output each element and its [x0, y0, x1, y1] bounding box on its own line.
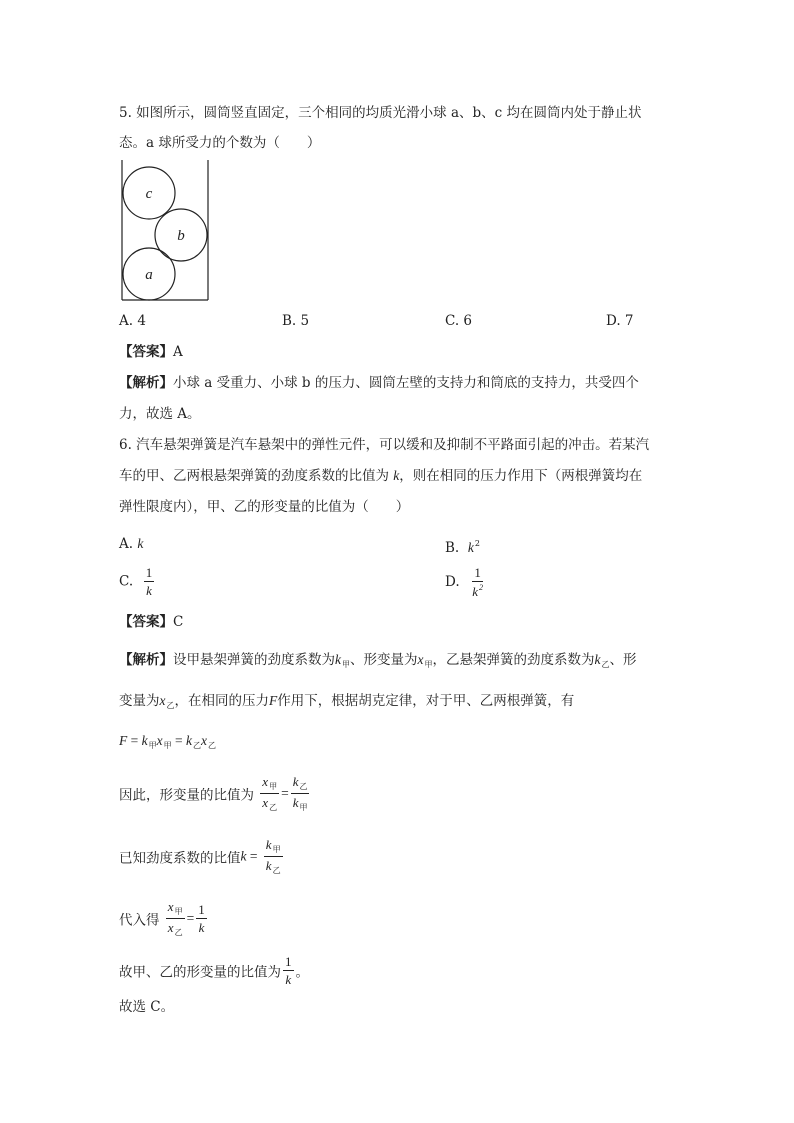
- conclusion: 故甲、乙的形变量的比值为 $\frac{1}{k}$ 。: [119, 954, 309, 987]
- var-k: k: [594, 652, 601, 667]
- analysis-text: ，乙悬架弹簧的劲度系数为: [432, 652, 595, 668]
- q6-option-c: [119, 566, 156, 597]
- q5-stem-line1: 5. 如图所示，圆筒竖直固定，三个相同的均质光滑小球 a、b、c 均在圆筒内处于静止状: [119, 105, 642, 121]
- analysis-text: 作用下，根据胡克定律，对于甲、乙两根弹簧，有: [277, 693, 575, 709]
- option-value: k: [137, 536, 144, 551]
- q6-option-b: [445, 535, 480, 557]
- sub-jia: 甲: [342, 660, 350, 669]
- option-label: A.: [119, 536, 134, 552]
- analysis-text: 、形: [609, 652, 637, 668]
- q5-analysis-line2: 力，故选 A。: [119, 406, 201, 422]
- q6-stem-line1: 6. 汽车悬架弹簧是汽车悬架中的弹性元件，可以缓和及抑制不平路面引起的冲击。若某汽: [119, 437, 650, 453]
- q5-stem-line2: 态。a 球所受力的个数为（ ）: [119, 135, 321, 151]
- option-label: B.: [445, 540, 460, 556]
- analysis-tag: 【解析】: [119, 652, 173, 668]
- analysis-tag: 【解析】: [119, 375, 173, 391]
- ball-a-label: a: [145, 267, 153, 283]
- var-x: x: [159, 693, 166, 708]
- q6-option-a: [119, 535, 143, 553]
- option-value: k: [467, 540, 474, 555]
- q6-analysis-line2: [119, 692, 574, 715]
- q6-option-d: [445, 566, 487, 598]
- q6-stem-line2: [119, 467, 642, 485]
- analysis-text: ，在相同的压力: [174, 693, 269, 709]
- option-fraction: $\frac{1}{k^2}$: [472, 565, 484, 599]
- analysis-text: 代入得: [119, 912, 160, 929]
- analysis-text: 故甲、乙的形变量的比值为: [119, 964, 281, 981]
- q6-stem-text: 车的甲、乙两根悬架弹簧的劲度系数的比值为: [119, 468, 394, 484]
- q6-stem-text: ，则在相同的压力作用下（两根弹簧均在: [399, 468, 643, 484]
- analysis-text: 因此，形变量的比值为: [119, 787, 254, 804]
- answer-tag: 【答案】: [119, 344, 173, 360]
- q5-option-b: B. 5: [282, 313, 310, 329]
- sub-yi: 乙: [601, 660, 610, 669]
- q5-option-a: A. 4: [119, 313, 146, 329]
- q5-option-d: D. 7: [606, 313, 634, 329]
- q5-option-c: C. 6: [445, 313, 473, 329]
- answer-value: C: [173, 614, 184, 630]
- q6-stem-line3: 弹性限度内），甲、乙的形变量的比值为（ ）: [119, 499, 410, 515]
- q6-analysis-line1: [119, 651, 637, 674]
- sub-jia: 甲: [424, 660, 433, 669]
- analysis-text: 。: [295, 964, 309, 981]
- option-exponent: 2: [474, 539, 480, 548]
- option-label: D.: [445, 574, 460, 590]
- cylinder-figure: [117, 158, 213, 304]
- ball-c-label: c: [145, 186, 153, 202]
- var-f: F: [269, 693, 278, 708]
- known-ratio-equation: 已知劲度系数的比值k = $\frac{k_甲}{k_乙}$: [119, 837, 281, 875]
- answer-value: A: [173, 344, 183, 360]
- ratio-equation: 因此，形变量的比值为 $\frac{x_甲}{x_乙}$ = $\frac{k_乙}{k_甲}$: [119, 774, 308, 812]
- substitution-equation: 代入得 $\frac{x_甲}{x_乙}$ = $\frac{1}{k}$: [119, 899, 205, 937]
- q5-answer: [119, 343, 183, 361]
- var-k: k: [335, 652, 341, 667]
- var-k: k: [393, 468, 400, 483]
- analysis-text: 变量为: [119, 693, 160, 709]
- final-choice: 故选 C。: [119, 999, 175, 1015]
- analysis-text: 、形变量为: [350, 652, 418, 668]
- option-label: C.: [119, 573, 134, 590]
- q5-analysis-line1: [119, 374, 639, 392]
- analysis-text: 已知劲度系数的比值: [119, 850, 241, 867]
- analysis-text: 设甲悬架弹簧的劲度系数为: [173, 652, 335, 668]
- var-x: x: [417, 652, 424, 667]
- hooke-equation: $F = k_甲x_甲 = k_乙x_乙$: [119, 733, 216, 750]
- q6-answer: [119, 613, 183, 631]
- sub-yi: 乙: [166, 701, 175, 710]
- option-fraction: $\frac{1}{k}$: [145, 565, 153, 598]
- ball-b-label: b: [177, 228, 185, 244]
- answer-tag: 【答案】: [119, 614, 173, 630]
- analysis-text: 小球 a 受重力、小球 b 的压力、圆筒左壁的支持力和筒底的支持力，共受四个: [173, 375, 639, 391]
